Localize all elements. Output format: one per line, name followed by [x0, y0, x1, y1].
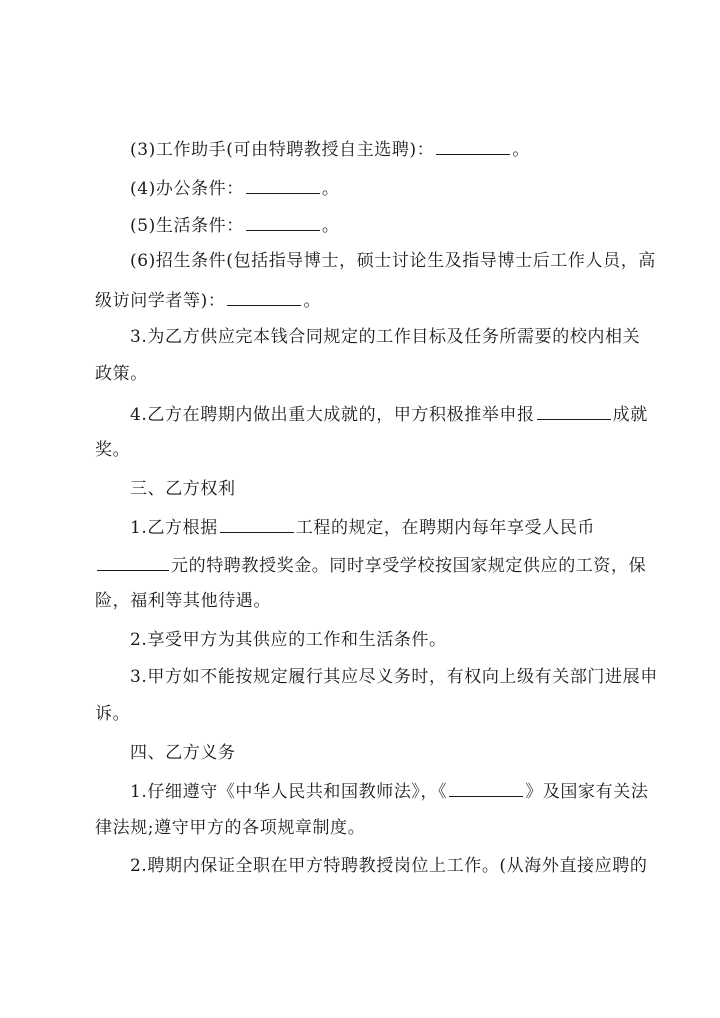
fill-blank[interactable]	[246, 212, 320, 231]
text: (4)办公条件：	[130, 179, 244, 199]
text: 诉。	[95, 704, 131, 724]
text: 4.乙方在聘期内做出重大成就的，甲方积极推举申报	[130, 405, 535, 425]
fill-blank[interactable]	[537, 401, 611, 420]
duties-1-line1	[0, 778, 720, 804]
duties-2-line1	[0, 854, 720, 878]
item-3-policy-line2	[0, 362, 720, 386]
text: 2.享受甲方为其供应的工作和生活条件。	[130, 630, 447, 650]
clause-6-enrollment-line2	[0, 287, 720, 313]
text: 1.仔细遵守《中华人民共和国教师法》，《	[130, 782, 448, 802]
text: 险，福利等其他待遇。	[95, 591, 271, 611]
rights-3-line1	[0, 665, 720, 689]
clause-4-office	[0, 175, 720, 201]
text: 级访问学者等)：	[95, 291, 226, 311]
text: 。	[512, 140, 530, 160]
text: 。	[321, 216, 340, 236]
item-3-policy-line1	[0, 325, 720, 349]
rights-1-line2	[0, 552, 720, 578]
text: (3)工作助手(可由特聘教授自主选聘)：	[130, 140, 435, 160]
section-4-heading	[0, 741, 720, 765]
text: 2.聘期内保证全职在甲方特聘教授岗位上工作。(从海外直接应聘的	[130, 856, 648, 876]
section-3-heading	[0, 477, 720, 501]
text: 政策。	[95, 364, 148, 384]
text: 四、乙方义务	[130, 743, 236, 763]
text: 。	[321, 179, 340, 199]
clause-5-living	[0, 212, 720, 238]
text: 》及国家有关法	[525, 782, 649, 802]
clause-3-assistant	[0, 136, 720, 162]
rights-1-line3	[0, 589, 720, 613]
clause-6-enrollment-line1	[0, 249, 720, 273]
fill-blank[interactable]	[449, 778, 523, 797]
fill-blank[interactable]	[97, 552, 169, 571]
fill-blank[interactable]	[220, 514, 294, 533]
text: 3.为乙方供应完本钱合同规定的工作目标及任务所需要的校内相关	[130, 327, 641, 347]
text: 三、乙方权利	[130, 479, 236, 499]
text: 元的特聘教授奖金。同时享受学校按国家规定供应的工资，保	[171, 556, 647, 576]
text: 奖。	[95, 440, 131, 460]
rights-1-line1	[0, 514, 720, 540]
fill-blank[interactable]	[436, 136, 510, 155]
fill-blank[interactable]	[227, 287, 301, 306]
text: 1.乙方根据	[130, 518, 218, 538]
text: 工程的规定，在聘期内每年享受人民币	[295, 518, 596, 538]
text: 律法规;遵守甲方的各项规章制度。	[95, 818, 366, 838]
rights-2	[0, 628, 720, 652]
duties-1-line2	[0, 816, 720, 840]
item-4-award-line2	[0, 438, 720, 462]
rights-3-line2	[0, 702, 720, 726]
text: (6)招生条件(包括指导博士，硕士讨论生及指导博士后工作人员，高	[130, 251, 656, 271]
item-4-award-line1	[0, 401, 720, 427]
text: 成就	[612, 405, 648, 425]
fill-blank[interactable]	[246, 175, 320, 194]
text: 3.甲方如不能按规定履行其应尽义务时，有权向上级有关部门进展申	[130, 667, 658, 687]
text: (5)生活条件：	[130, 216, 244, 236]
text: 。	[303, 291, 322, 311]
